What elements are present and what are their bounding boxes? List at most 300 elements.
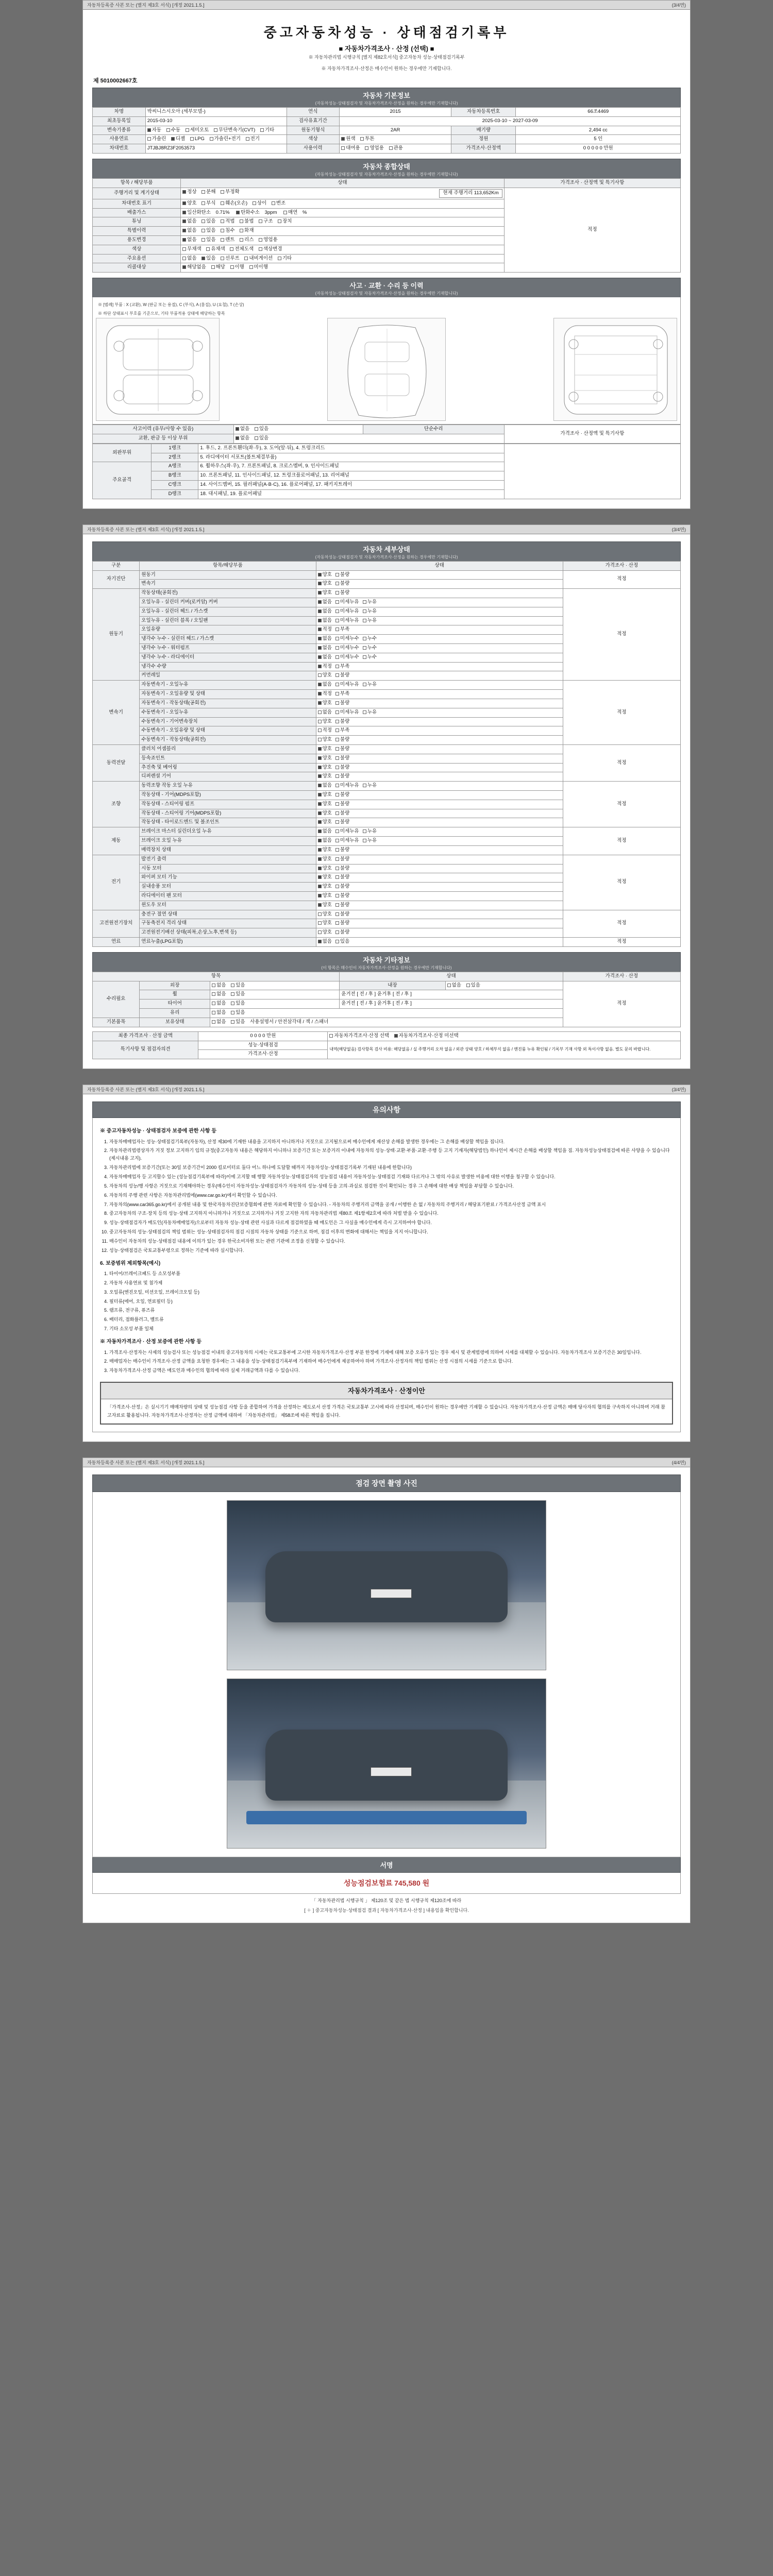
basic-info-band [92,88,681,107]
checkbox-tuning-structure[interactable]: 구조 [259,218,273,225]
notice-list-2 [100,1270,673,1333]
checkbox-미세누유[interactable]: 미세누유 [335,608,359,615]
checkbox-부족[interactable]: 부족 [335,691,349,698]
other-table [92,972,681,1027]
checkbox-불량[interactable]: 불량 [335,672,349,679]
other-state-wheel [210,990,340,999]
detail-part-label: 원동기 [140,570,316,580]
accident-subtitle: (자동차성능·상태점검자 및 자동차가격조사·산정을 원하는 경우에만 기재합니다) [315,291,458,296]
checkbox-없음[interactable]: 없음 [318,608,332,615]
checkbox-누수[interactable]: 누수 [363,654,377,661]
table-row [93,827,681,837]
checkbox-vin-different[interactable]: 상이 [253,200,266,207]
detail-status-cell [316,800,563,809]
checkbox-color-fullpaint[interactable]: 전체도색 [230,246,254,253]
detail-part-label: 변속기 [140,580,316,589]
detail-part-label: 실내송풍 모터 [140,883,316,892]
checkbox-불량[interactable]: 불량 [335,737,349,743]
detail-status-cell [316,681,563,690]
checkbox-양호[interactable]: 양호 [318,719,332,725]
checkbox-fuel-diesel[interactable]: 디젤 [171,136,185,143]
rank-b-items: 10. 프론트패널, 11. 인사이드패널, 12. 트렁크플로어패널, 13. 리어패널 [198,471,504,481]
checkbox-glass-none[interactable]: 없음 [212,1010,226,1016]
checkbox-없음[interactable]: 없음 [318,838,332,844]
checkbox-불량[interactable]: 불량 [335,755,349,762]
checkbox-미세누수[interactable]: 미세누수 [335,654,359,661]
checkbox-없음[interactable]: 없음 [318,939,332,945]
checkbox-누유[interactable]: 누유 [363,783,377,789]
checkbox-양호[interactable]: 양호 [318,893,332,900]
checkbox-usagechange-yes[interactable]: 있음 [201,237,215,244]
checkbox-없음[interactable]: 없음 [318,828,332,835]
col-header-assessment: 가격조사 · 산정 [563,561,680,570]
notice-item: 2. 자동차관리법령상자가 거짓 정보 고지하기 임의 규정(중고자동차 내용은 해당하지 아니하나 보증기간 또는 보증거리 이내에 자동차의 성능·상태·교환·부품·교환·주행 등 고지 기재자(해당법인) 하나인이 제시간 손해를 배상할 책임을 짐. 자동차성능상태점검에 따른 사양을 수 있습니다(제시내용 고지). [109,1147,673,1162]
checkbox-없음[interactable]: 없음 [318,654,332,661]
checkbox-simple-none[interactable]: 없음 [236,435,249,442]
field-value-vin: JTJBJ8RZ3F2053573 [145,144,287,154]
checkbox-transmission-etc[interactable]: 기타 [260,127,274,134]
row-state-colorstate [181,245,505,254]
checkbox-assessment-selected[interactable]: 자동차가격조사·산정 선택 [329,1033,389,1040]
table-row [93,570,681,580]
checkbox-양호[interactable]: 양호 [318,847,332,854]
checkbox-양호[interactable]: 양호 [318,801,332,808]
checkbox-vin-altered[interactable]: 변조 [272,200,285,207]
checkbox-누유[interactable]: 누유 [363,608,377,615]
detail-assessment-cell: 적정 [563,744,680,781]
rank-d-items: 18. 대시패널, 19. 플로어패널 [198,489,504,499]
detail-assessment-cell: 적정 [563,782,680,827]
topbar-left-text: 자동차등록증 사본 또는 (별지 제3호 서식) [개정 2021.1.5.] [87,3,205,8]
checkbox-recall-notdone[interactable]: 미이행 [249,264,268,271]
checkbox-없음[interactable]: 없음 [318,682,332,688]
detail-status-cell [316,607,563,616]
checkbox-불량[interactable]: 불량 [335,590,349,597]
checkbox-양호[interactable]: 양호 [318,819,332,826]
checkbox-color-single[interactable]: 원색 [341,136,355,143]
checkbox-transmission-semiauto[interactable]: 세미오토 [186,127,209,134]
checkbox-exterior-yes[interactable]: 있음 [231,982,245,989]
footer-line-1: 「 자동차관리법 시행규칙 」 제120조 및 같은 법 시행규칙 제120조에 따라 [311,1898,462,1904]
checkbox-fuel-hybrid[interactable]: 가솔린+전기 [210,136,241,143]
checkbox-color-twotone[interactable]: 투톤 [360,136,374,143]
checkbox-special-fire[interactable]: 화재 [240,228,254,234]
checkbox-양호[interactable]: 양호 [318,765,332,771]
checkbox-양호[interactable]: 양호 [318,884,332,890]
checkbox-wheel-yes[interactable]: 있음 [231,991,245,998]
checkbox-불량[interactable]: 불량 [335,792,349,799]
detail-status-cell [316,910,563,919]
checkbox-special-yes[interactable]: 있음 [201,228,215,234]
detail-band [92,541,681,561]
checkbox-없음[interactable]: 없음 [318,618,332,624]
document-subtitle: ■ 자동차가격조사 · 산정 (선택) ■ [339,45,434,53]
checkbox-usage-business[interactable]: 영업용 [365,145,384,152]
notice-item: 3. 자동차관리법에 보증기간(또는 30일 보증기간이 2000 킬로미터로 둘다 어느 하나에 도달할 때까지 자동차성능·상태점검기록부 기재된 내용에 한합니다) [109,1164,673,1172]
checkbox-누유[interactable]: 누유 [363,618,377,624]
field-value-price: 0 0 0 0 0 만원 [516,144,681,154]
table-row [93,108,681,117]
accident-history-table [92,425,681,444]
notice-item: 12. 성능·상태점검은 국토교통부령으로 정하는 기준에 따라 실시합니다. [109,1247,673,1255]
row-label-simple-repair: 단순수리 [363,425,504,434]
checkbox-없음[interactable]: 없음 [318,709,332,716]
checkbox-option-sunroof[interactable]: 선루프 [221,256,240,262]
page-3 [82,1084,691,1442]
checkbox-양호[interactable]: 양호 [318,920,332,927]
detail-status-cell [316,845,563,855]
row-state-specialhistory [181,227,505,236]
detail-part-label: 브레이크 마스터 실린더오일 누유 [140,827,316,837]
checkbox-미세누유[interactable]: 미세누유 [335,783,359,789]
checkbox-usagechange-business[interactable]: 영업용 [259,237,278,244]
table-header-row [93,972,681,981]
field-label-platenumber: 자동차등록번호 [451,108,516,117]
detail-status-cell [316,782,563,791]
detail-part-label: 윈도우 모터 [140,901,316,910]
inspection-photo-front [227,1500,546,1670]
detail-part-label: 오일유량 [140,625,316,635]
detail-assessment-cell: 적정 [563,855,680,910]
emission-co-value: 0.71% [215,209,230,215]
notice-body [92,1118,681,1432]
checkbox-미세누수[interactable]: 미세누수 [335,645,359,652]
checkbox-tire-yes[interactable]: 있음 [231,1001,245,1007]
checkbox-불량[interactable]: 불량 [335,746,349,753]
accident-title: 사고 · 교환 · 수리 등 이력 [349,282,424,290]
field-label-displacement: 배기량 [451,126,516,135]
checkbox-accident-yes[interactable]: 있음 [255,426,268,433]
notice-item: 5. 자동차의 성능/행 사항은 거짓으로 기재해야하는 경우(매수인이 자동차성능·상태점검자가 자동차의 성능·상태 등을 고의·과실로 점검한 것이 확인되는 경우 그 손해에 대한 배상 책임을 부담할 수 있습니다. [109,1182,673,1190]
checkbox-fuel-gasoline[interactable]: 가솔린 [147,136,166,143]
checkbox-양호[interactable]: 양호 [318,874,332,881]
checkbox-없음[interactable]: 없음 [318,599,332,606]
photo-car-2 [265,1730,508,1801]
checkbox-적정[interactable]: 적정 [318,664,332,670]
checkbox-transmission-cvt[interactable]: 무단변속기(CVT) [214,127,255,134]
rank-a-label: A랭크 [152,462,198,471]
checkbox-양호[interactable]: 양호 [318,866,332,872]
checkbox-미세누유[interactable]: 미세누유 [335,599,359,606]
checkbox-누유[interactable]: 누유 [363,599,377,606]
checkbox-불량[interactable]: 불량 [335,581,349,587]
checkbox-simple-yes[interactable]: 있음 [255,435,268,442]
checkbox-불량[interactable]: 불량 [335,773,349,780]
detail-group-label: 원동기 [93,589,140,681]
detail-part-label: 수동변속기 - 오일누유 [140,708,316,717]
detail-part-label: 구동축전지 격리 상태 [140,919,316,928]
checkbox-tuning-yes[interactable]: 있음 [201,218,215,225]
checkbox-tuning-legal[interactable]: 적법 [221,218,234,225]
checkbox-양호[interactable]: 양호 [318,929,332,936]
legend-note: ※ 하단 상태표시 부호를 기준으로, 기타 부품적용 상태에 해당하는 항목 [98,311,225,316]
other-state-wheel-position: 윤거전 [ 전 / 후 ] 윤거후 [ 전 / 후 ] [340,990,563,999]
detail-part-label: 냉각수 누수 - 워터펌프 [140,644,316,653]
other-label-basic-items: 보유상태 [140,1018,210,1027]
photo-plate-2 [371,1767,412,1776]
other-state-tire [210,999,340,1009]
checkbox-odometer-dismantled[interactable]: 분해 [201,189,215,196]
checkbox-불량[interactable]: 불량 [335,902,349,909]
checkbox-odometer-inaccurate[interactable]: 부정확 [221,189,240,196]
checkbox-usage-gov[interactable]: 관용 [389,145,403,152]
checkbox-emission-co[interactable]: 일산화탄소 [182,210,211,216]
checkbox-transmission-auto[interactable]: 자동 [147,127,161,134]
checkbox-불량[interactable]: 불량 [335,810,349,817]
col-header-status: 상태 [316,561,563,570]
checkbox-color-achromatic[interactable]: 무채색 [182,246,201,253]
footer-line-2: [ ＋ ] 중고자동차성능·상태점검 결과 [ 자동차가격조사·산정 ] 내용임을 확인합니다. [304,1908,469,1913]
field-value-displacement: 2,494 cc [516,126,681,135]
checkbox-미세누유[interactable]: 미세누유 [335,709,359,716]
notice-heading-1: ※ 중고자동차성능 · 상태점검자 보증에 관한 사항 등 [100,1128,216,1134]
notice-item: 11. 매수인이 자동차의 성능·상태점검 내용에 이의가 있는 경우 한국소비자원 또는 관련 기관에 조정을 신청할 수 있습니다. [109,1238,673,1245]
checkbox-tuning-illegal[interactable]: 불법 [240,218,254,225]
checkbox-glass-yes[interactable]: 있음 [231,1010,245,1016]
page-3-topbar [83,1085,690,1094]
checkbox-vin-good[interactable]: 양호 [182,200,196,207]
other-subtitle: (이 항목은 매수인이 자동차가격조사·산정을 원하는 경우에만 기재합니다) [321,965,452,970]
checkbox-special-none[interactable]: 없음 [182,228,196,234]
detail-assessment-cell: 적정 [563,910,680,937]
checkbox-양호[interactable]: 양호 [318,737,332,743]
checkbox-interior-yes[interactable]: 있음 [466,982,480,989]
checkbox-누수[interactable]: 누수 [363,636,377,642]
row-state-usagechange [181,235,505,245]
checkbox-불량[interactable]: 불량 [335,700,349,707]
insurance-fee-label: 성능점검보험료 [343,1879,393,1888]
checkbox-없음[interactable]: 없음 [318,783,332,789]
checkbox-vin-corrosion[interactable]: 부식 [201,200,215,207]
checkbox-적정[interactable]: 적정 [318,691,332,698]
notice-item: 6. 배터리, 점화플러그, 벨트류 [109,1316,673,1324]
checkbox-option-none[interactable]: 없음 [182,256,196,262]
notice-item: 1. 자동차매매업자는 성능·상태점검기록부(자동차), 산정 제30에 기재한 내용을 고지하지 아니하거나 거짓으로 고지될으로써 매수인에게 재산상 손해를 발생한 경우에는 그 손해를 배상할 책임을 집니다. [109,1138,673,1146]
detail-group-label: 고전원전기장치 [93,910,140,937]
field-value-transmission [145,126,287,135]
overall-subtitle: (자동차성능·상태점검자 및 자동차가격조사·산정을 원하는 경우에만 기재합니다) [315,172,458,177]
checkbox-불량[interactable]: 불량 [335,884,349,890]
detail-part-label: 오일누유 - 실린더 헤드 / 가스켓 [140,607,316,616]
field-label-seats: 정원 [451,135,516,144]
checkbox-불량[interactable]: 불량 [335,929,349,936]
other-price-note: 적정 [563,981,680,1027]
checkbox-양호[interactable]: 양호 [318,672,332,679]
checkbox-불량[interactable]: 불량 [335,920,349,927]
checkbox-fuel-lpg[interactable]: LPG [190,136,205,143]
row-label-options: 주요옵션 [93,254,181,263]
table-row [93,589,681,598]
checkbox-부족[interactable]: 부족 [335,727,349,734]
checkbox-누유[interactable]: 누유 [363,838,377,844]
detail-status-cell [316,671,563,681]
checkbox-불량[interactable]: 불량 [335,847,349,854]
checkbox-적정[interactable]: 적정 [318,626,332,633]
checkbox-interior-none[interactable]: 없음 [447,982,461,989]
checkbox-불량[interactable]: 불량 [335,866,349,872]
row-label-specialhistory: 특별이력 [93,227,181,236]
checkbox-양호[interactable]: 양호 [318,856,332,863]
field-value-platenumber: 66조4469 [516,108,681,117]
detail-status-cell [316,717,563,726]
field-value-engine-type: 2AR [340,126,451,135]
checkbox-color-chromatic[interactable]: 유채색 [206,246,225,253]
checkbox-color-changed[interactable]: 색상변경 [259,246,282,253]
car-top-view-diagram-icon [328,318,446,421]
detail-table [92,561,681,947]
checkbox-recall-na[interactable]: 해당없음 [182,264,206,271]
checkbox-양호[interactable]: 양호 [318,572,332,579]
document-note-1: ※ 자동차관리법 시행규칙 [별지 제82호서식] 중고자동차 성능·상태점검기록부 [308,55,465,60]
checkbox-미세누유[interactable]: 미세누유 [335,828,359,835]
detail-status-cell [316,726,563,736]
detail-part-label: 고전원전기배선 상태(피복,손상,노후,변색 등) [140,928,316,938]
checkbox-누유[interactable]: 누유 [363,828,377,835]
checkbox-usagechange-none[interactable]: 없음 [182,237,196,244]
checkbox-wheel-none[interactable]: 없음 [212,991,226,998]
detail-status-cell [316,598,563,607]
checkbox-양호[interactable]: 양호 [318,700,332,707]
field-label-fuel: 사용연료 [93,135,146,144]
checkbox-불량[interactable]: 불량 [335,874,349,881]
checkbox-양호[interactable]: 양호 [318,755,332,762]
notice-item: 8. 중고자동차의 구조·장치 등의 성능·상태 고지하지 아니하거나 거짓으로 고지하거나 거짓 고지한 자의 자동차관리법 제80조 제1항제2호에 따라 처벌 받을 수 있습니다. [109,1210,673,1217]
notice-heading-2: 6. 보증범위 제외항목(예시) [100,1260,161,1266]
detail-status-cell [316,809,563,818]
checkbox-양호[interactable]: 양호 [318,902,332,909]
checkbox-양호[interactable]: 양호 [318,581,332,587]
checkbox-불량[interactable]: 불량 [335,819,349,826]
table-row [93,855,681,864]
checkbox-양호[interactable]: 양호 [318,810,332,817]
rank-a-items: 6. 휠하우스(좌·우), 7. 프론트패널, 8. 크로스멤버, 9. 인사이드패널 [198,462,504,471]
checkbox-불량[interactable]: 불량 [335,719,349,725]
checkbox-tire-none[interactable]: 없음 [212,1001,226,1007]
checkbox-없음[interactable]: 없음 [318,645,332,652]
col-header-item: 항목 / 해당부품 [93,179,181,188]
special-opt-assessment: 가격조사·산정 [198,1050,328,1059]
notice-list-1 [100,1138,673,1255]
checkbox-odometer-normal[interactable]: 정상 [182,189,196,196]
checkbox-양호[interactable]: 양호 [318,911,332,918]
checkbox-불량[interactable]: 불량 [335,572,349,579]
topbar-right-text-3: (3/4면) [671,1087,686,1093]
other-state-glass [210,1009,563,1018]
col-header-other-state: 상태 [340,972,563,981]
checkbox-누유[interactable]: 누유 [363,709,377,716]
checkbox-양호[interactable]: 양호 [318,773,332,780]
checkbox-미세누수[interactable]: 미세누수 [335,636,359,642]
checkbox-vin-damage[interactable]: 훼손(오손) [221,200,247,207]
other-band [92,952,681,972]
detail-part-label: 연료누출(LPG포함) [140,938,316,947]
row-state-accident [233,425,363,434]
photo-lift-2 [246,1811,527,1824]
checkbox-exterior-none[interactable]: 없음 [212,982,226,989]
detail-part-label: 냉각수 누수 - 라디에이터 [140,653,316,662]
detail-part-label: 추진축 및 베어링 [140,763,316,772]
checkbox-부족[interactable]: 부족 [335,626,349,633]
detail-part-label: 냉각수 누수 - 실린더 헤드 / 가스켓 [140,635,316,644]
checkbox-option-yes[interactable]: 있음 [201,256,215,262]
field-value-inspection: 2025-03-10 ~ 2027-03-09 [340,116,681,126]
checkbox-recall-applicable[interactable]: 해당 [211,264,225,271]
detail-status-cell [316,580,563,589]
checkbox-불량[interactable]: 불량 [335,856,349,863]
checkbox-불량[interactable]: 불량 [335,801,349,808]
checkbox-미세누유[interactable]: 미세누유 [335,618,359,624]
row-state-vinmark [181,199,505,208]
field-value-usage [340,144,451,154]
checkbox-불량[interactable]: 불량 [335,765,349,771]
detail-title: 자동차 세부상태 [363,545,410,553]
checkbox-emission-hc[interactable]: 탄화수소 [236,210,260,216]
detail-group-label: 연료 [93,938,140,947]
checkbox-usage-rental[interactable]: 대여용 [341,145,360,152]
checkbox-있음[interactable]: 있음 [335,939,349,945]
checkbox-tuning-device[interactable]: 장치 [278,218,292,225]
checkbox-없음[interactable]: 없음 [318,636,332,642]
detail-assessment-cell: 적정 [563,938,680,947]
checkbox-transmission-manual[interactable]: 수동 [166,127,180,134]
checkbox-미세누유[interactable]: 미세누유 [335,682,359,688]
checkbox-불량[interactable]: 불량 [335,893,349,900]
checkbox-usagechange-rent[interactable]: 렌트 [221,237,234,244]
checkbox-누수[interactable]: 누수 [363,645,377,652]
checkbox-usagechange-lease[interactable]: 리스 [240,237,254,244]
checkbox-미세누유[interactable]: 미세누유 [335,838,359,844]
detail-group-label: 전기 [93,855,140,910]
field-label-vin: 차대번호 [93,144,146,154]
field-value-carname: 박씨니스시오아 (세부모델-) [145,108,287,117]
basic-items-list: 사용설명서 / 안전삼각대 / 잭 / 스패너 [250,1019,329,1025]
checkbox-양호[interactable]: 양호 [318,590,332,597]
checkbox-emission-smoke[interactable]: 매연 [283,210,297,216]
checkbox-양호[interactable]: 양호 [318,746,332,753]
checkbox-적정[interactable]: 적정 [318,727,332,734]
checkbox-부족[interactable]: 부족 [335,664,349,670]
detail-part-label: 작동상태 - 기어(MDPS포함) [140,791,316,800]
checkbox-recall-done[interactable]: 이행 [230,264,244,271]
checkbox-불량[interactable]: 불량 [335,911,349,918]
detail-part-label: 오일누유 - 실린더 커버(로커암) 커버 [140,598,316,607]
checkbox-fuel-electric[interactable]: 전기 [246,136,260,143]
other-label-interior: 내장 [340,981,445,990]
detail-status-cell [316,616,563,625]
row-state-odometer [181,188,505,199]
checkbox-basic-none[interactable]: 없음 [212,1019,226,1026]
checkbox-special-flood[interactable]: 침수 [221,228,234,234]
detail-status-cell [316,690,563,699]
checkbox-양호[interactable]: 양호 [318,792,332,799]
checkbox-assessment-notselected[interactable]: 자동차가격조사·산정 미선택 [394,1033,459,1040]
insurance-fee-amount: 745,580 원 [394,1879,430,1888]
checkbox-option-etc[interactable]: 기타 [278,256,292,262]
detail-status-cell [316,864,563,873]
table-row [93,425,681,434]
checkbox-option-navigation[interactable]: 내비게이션 [244,256,273,262]
checkbox-tuning-none[interactable]: 없음 [182,218,196,225]
checkbox-누유[interactable]: 누유 [363,682,377,688]
detail-status-cell [316,635,563,644]
table-row [93,444,681,453]
checkbox-basic-yes[interactable]: 있음 [231,1019,245,1026]
rank-group-frame: 주요골격 [93,462,152,499]
topbar-right-text: (3/4면) [671,3,686,8]
declaration-box [100,1382,673,1425]
checkbox-accident-none[interactable]: 없음 [236,426,249,433]
detail-status-cell [316,818,563,827]
